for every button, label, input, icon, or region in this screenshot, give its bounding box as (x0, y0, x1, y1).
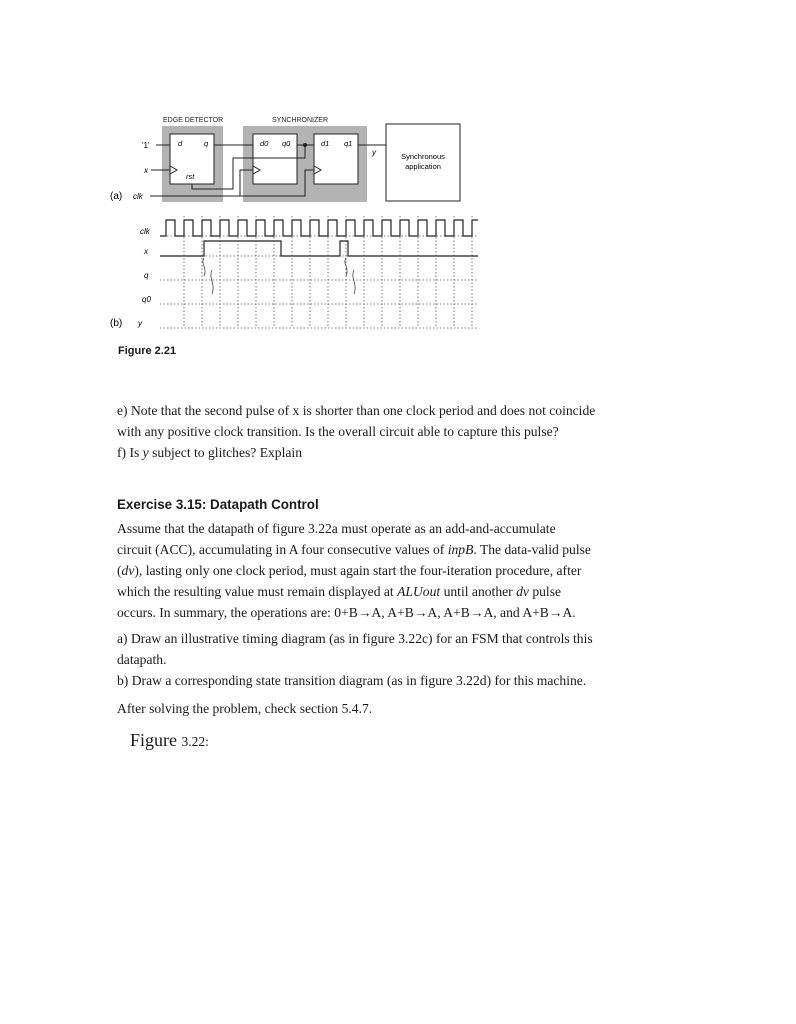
x-waveform (160, 241, 478, 256)
figure-caption: Figure 2.21 (118, 345, 177, 357)
timing-label-y: y (138, 319, 142, 328)
exercise-line4-mid: until another (440, 584, 517, 599)
question-e-line1: e) Note that the second pulse of x is shorter than one clock period and does not coincide (117, 403, 596, 418)
figure-3-22-heading (130, 730, 209, 751)
exercise-line5: occurs. In summary, the operations are: 0+B→A, A+B→A, A+B→A, and A+B→A. (117, 605, 576, 620)
exercise-line2-end: . The data-valid pulse (473, 542, 591, 557)
exercise-part-b: b) Draw a corresponding state transition diagram (as in figure 3.22d) for this machine. (117, 673, 587, 688)
question-f (117, 442, 683, 463)
question-f-var: y (142, 445, 149, 460)
app-label-line2: application (405, 162, 441, 171)
timing-label-q: q (144, 271, 149, 280)
pin-rst: rst (186, 172, 195, 181)
exercise-title: Exercise 3.15: Datapath Control (117, 497, 319, 512)
exercise-a-line2: datapath. (117, 652, 167, 667)
arrow-squiggle-1 (203, 258, 213, 294)
exercise-body (117, 518, 683, 623)
exercise-line1: Assume that the datapath of figure 3.22a must operate as an add-and-accumulate (117, 521, 556, 536)
label-a: (a) (110, 191, 123, 202)
pin-q: q (204, 139, 209, 148)
label-b: (b) (110, 318, 123, 329)
app-label-line1: Synchronous (401, 152, 445, 161)
arrow-squiggle-2 (345, 258, 355, 294)
clk-waveform (160, 220, 478, 236)
pin-d0: d0 (260, 139, 269, 148)
exercise-line3 (117, 560, 683, 581)
edge-detector-title: EDGE DETECTOR (163, 117, 224, 124)
var-inpb: inpB (447, 542, 474, 557)
timing-label-clk: clk (140, 227, 150, 236)
y-output-label: y (372, 148, 376, 157)
timing-label-x: x (144, 247, 148, 256)
const-one-label: '1' (142, 141, 150, 150)
question-e (117, 400, 683, 442)
figure-word: Figure (130, 730, 182, 750)
var-dv: dv (121, 563, 135, 578)
figure-number: 3.22: (181, 734, 209, 749)
question-f-suffix: subject to glitches? Explain (148, 445, 302, 460)
timing-label-q0: q0 (142, 295, 151, 304)
pin-q0: q0 (282, 139, 291, 148)
exercise-line4-end: pulse (528, 584, 562, 599)
clk-input-label: clk (133, 192, 143, 201)
question-e-line2: with any positive clock transition. Is the overall circuit able to capture this pulse? (117, 424, 559, 439)
exercise-line4 (117, 581, 683, 602)
exercise-line3-start: ( (117, 563, 122, 578)
var-dv-2: dv (516, 584, 529, 599)
question-f-prefix: f) Is (117, 445, 143, 460)
figure-2-21 (100, 108, 500, 343)
pin-d: d (178, 139, 183, 148)
pin-d1: d1 (321, 139, 330, 148)
exercise-line2-text: circuit (ACC), accumulating in A four consecutive values of (117, 542, 448, 557)
exercise-a-line1: a) Draw an illustrative timing diagram (as in figure 3.22c) for an FSM that controls this (117, 631, 593, 646)
x-input-label: x (144, 166, 148, 175)
synchronizer-title: SYNCHRONIZER (272, 117, 329, 124)
exercise-part-a (117, 628, 683, 670)
var-aluout: ALUout (397, 584, 441, 599)
exercise-line2 (117, 539, 683, 560)
exercise-line4-text: which the resulting value must remain displayed at (117, 584, 398, 599)
pin-q1: q1 (344, 139, 353, 148)
exercise-after-note: After solving the problem, check section 5.4.7. (117, 701, 373, 716)
exercise-line3-text: ), lasting only one clock period, must again start the four-iteration procedure, after (134, 563, 582, 578)
